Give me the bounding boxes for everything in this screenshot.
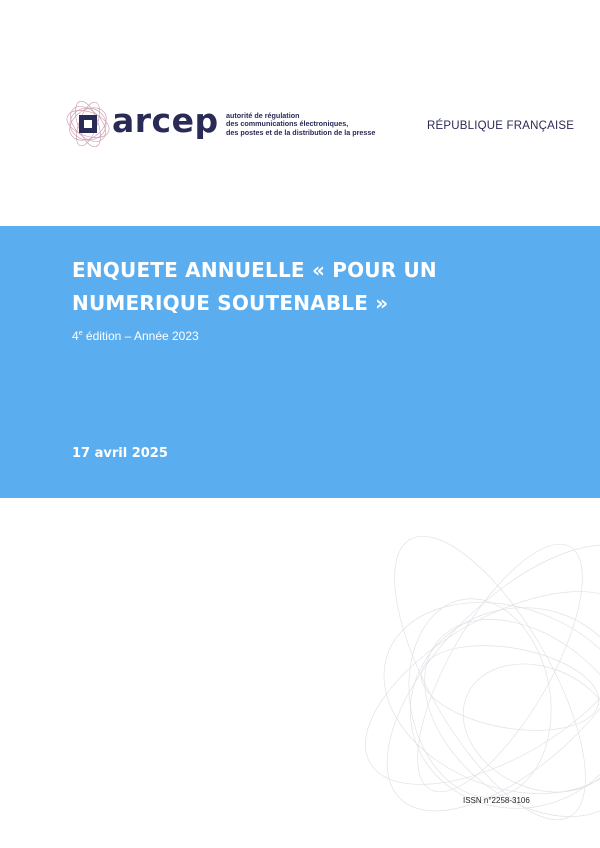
issn-number: ISSN n°2258-3106 xyxy=(463,796,530,805)
document-title: ENQUETE ANNUELLE « POUR UN NUMERIQUE SOUTENABLE » xyxy=(72,258,437,315)
cover-header xyxy=(0,0,600,226)
logo-tagline-line: des communications électroniques, xyxy=(226,119,349,129)
edition-ordinal-suffix: e xyxy=(78,330,83,337)
logo-tagline-line: autorité de régulation xyxy=(226,111,300,120)
republique-francaise-label: RÉPUBLIQUE FRANÇAISE xyxy=(427,120,575,132)
logo-tagline xyxy=(226,112,375,137)
publication-date: 17 avril 2025 xyxy=(72,446,168,461)
logo-tagline-line: des postes et de la distribution de la presse xyxy=(226,127,376,137)
edition-text: édition – Année 2023 xyxy=(82,329,199,343)
decorative-swirl-graphic xyxy=(300,498,600,848)
logo-wordmark: arcep xyxy=(112,101,219,140)
edition-number: 4 xyxy=(72,329,79,343)
edition-subtitle xyxy=(72,329,199,343)
arcep-logo-icon xyxy=(62,96,114,152)
